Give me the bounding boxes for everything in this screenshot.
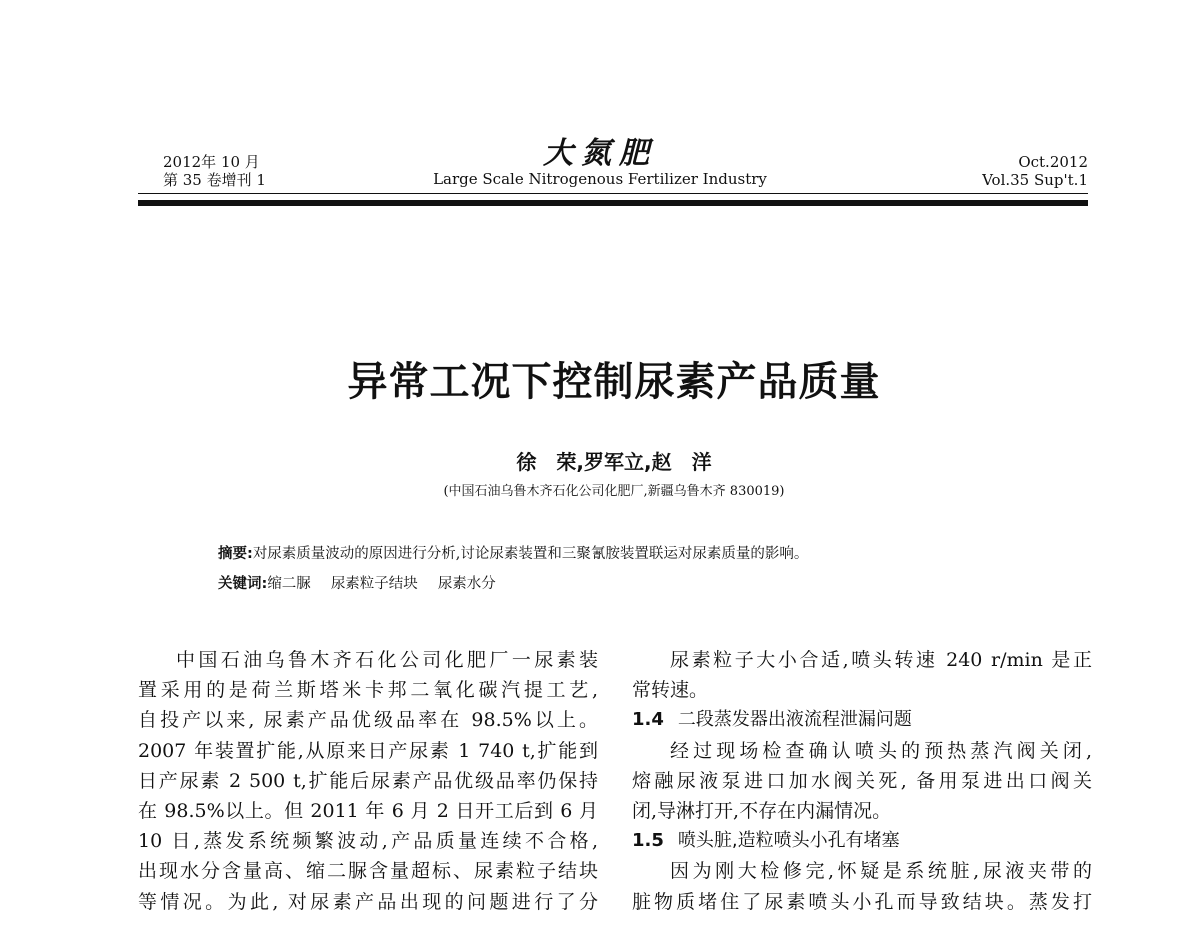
section-title: 二段蒸发器出液流程泄漏问题 (677, 709, 912, 731)
journal-logo: 大氮肥 (543, 136, 657, 171)
body-line: 等情况。为此, 对尿素产品出现的问题进行了分 (138, 890, 598, 913)
body-line: 尿素粒子大小合适,喷头转速 240 r/min 是正 (670, 649, 1092, 671)
header-date-cn: 2012年 10 月 (163, 153, 260, 171)
body-line: 因为刚大检修完,怀疑是系统脏,尿液夹带的 (670, 860, 1092, 883)
body-line: 10 日,蒸发系统频繁波动,产品质量连续不合格, (138, 830, 598, 853)
journal-english-name: Large Scale Nitrogenous Fertilizer Industry (433, 170, 767, 188)
header-rule-thick (138, 200, 1088, 206)
article-authors: 徐 荣,罗军立,赵 洋 (516, 450, 712, 474)
body-left-column (138, 645, 598, 917)
article-title: 异常工况下控制尿素产品质量 (347, 359, 881, 405)
header-rule-thin (138, 193, 1088, 194)
body-line: 脏物质堵住了尿素喷头小孔而导致结块。蒸发打 (632, 890, 1092, 913)
section-number: 1.5 (632, 830, 664, 852)
keywords (218, 574, 516, 594)
keyword: 尿素水分 (437, 576, 496, 592)
author-affiliation: (中国石油乌鲁木齐石化公司化肥厂,新疆乌鲁木齐 830019) (443, 484, 785, 499)
body-line: 在 98.5%以上。但 2011 年 6 月 2 日开工后到 6 月 (138, 800, 598, 823)
body-line: 闭,导淋打开,不存在内漏情况。 (632, 800, 892, 823)
body-line: 日产尿素 2 500 t,扩能后尿素产品优级品率仍保持 (138, 769, 598, 792)
keyword: 缩二脲 (267, 576, 311, 592)
body-line: 2007 年装置扩能,从原来日产尿素 1 740 t,扩能到 (138, 739, 598, 762)
body-line: 常转速。 (632, 679, 709, 702)
abstract-text: 对尿素质量波动的原因进行分析,讨论尿素装置和三聚氰胺装置联运对尿素质量的影响。 (252, 546, 809, 562)
abstract-label: 摘要: (218, 546, 253, 562)
body-right-column (632, 645, 1092, 917)
header-volume-en: Vol.35 Sup't.1 (982, 171, 1088, 189)
body-line: 出现水分含量高、缩二脲含量超标、尿素粒子结块 (138, 860, 598, 883)
body-line: 自投产以来, 尿素产品优级品率在 98.5%以上。 (138, 709, 598, 732)
keyword: 尿素粒子结块 (330, 576, 418, 592)
body-line: 熔融尿液泵进口加水阀关死, 备用泵进出口阀关 (632, 769, 1092, 792)
header-date-en: Oct.2012 (1018, 153, 1088, 171)
keywords-label: 关键词: (218, 576, 268, 592)
section-heading-1-4 (632, 705, 1092, 735)
abstract (218, 544, 808, 564)
body-line: 经过现场检查确认喷头的预热蒸汽阀关闭, (670, 739, 1092, 762)
section-title: 喷头脏,造粒喷头小孔有堵塞 (677, 830, 900, 852)
body-line: 中国石油乌鲁木齐石化公司化肥厂一尿素装 (176, 649, 598, 671)
section-heading-1-5 (632, 826, 1092, 856)
body-line: 置采用的是荷兰斯塔米卡邦二氧化碳汽提工艺, (138, 679, 598, 702)
header-volume-cn: 第 35 卷增刊 1 (163, 171, 266, 189)
header-right (982, 153, 1088, 189)
section-number: 1.4 (632, 709, 664, 731)
